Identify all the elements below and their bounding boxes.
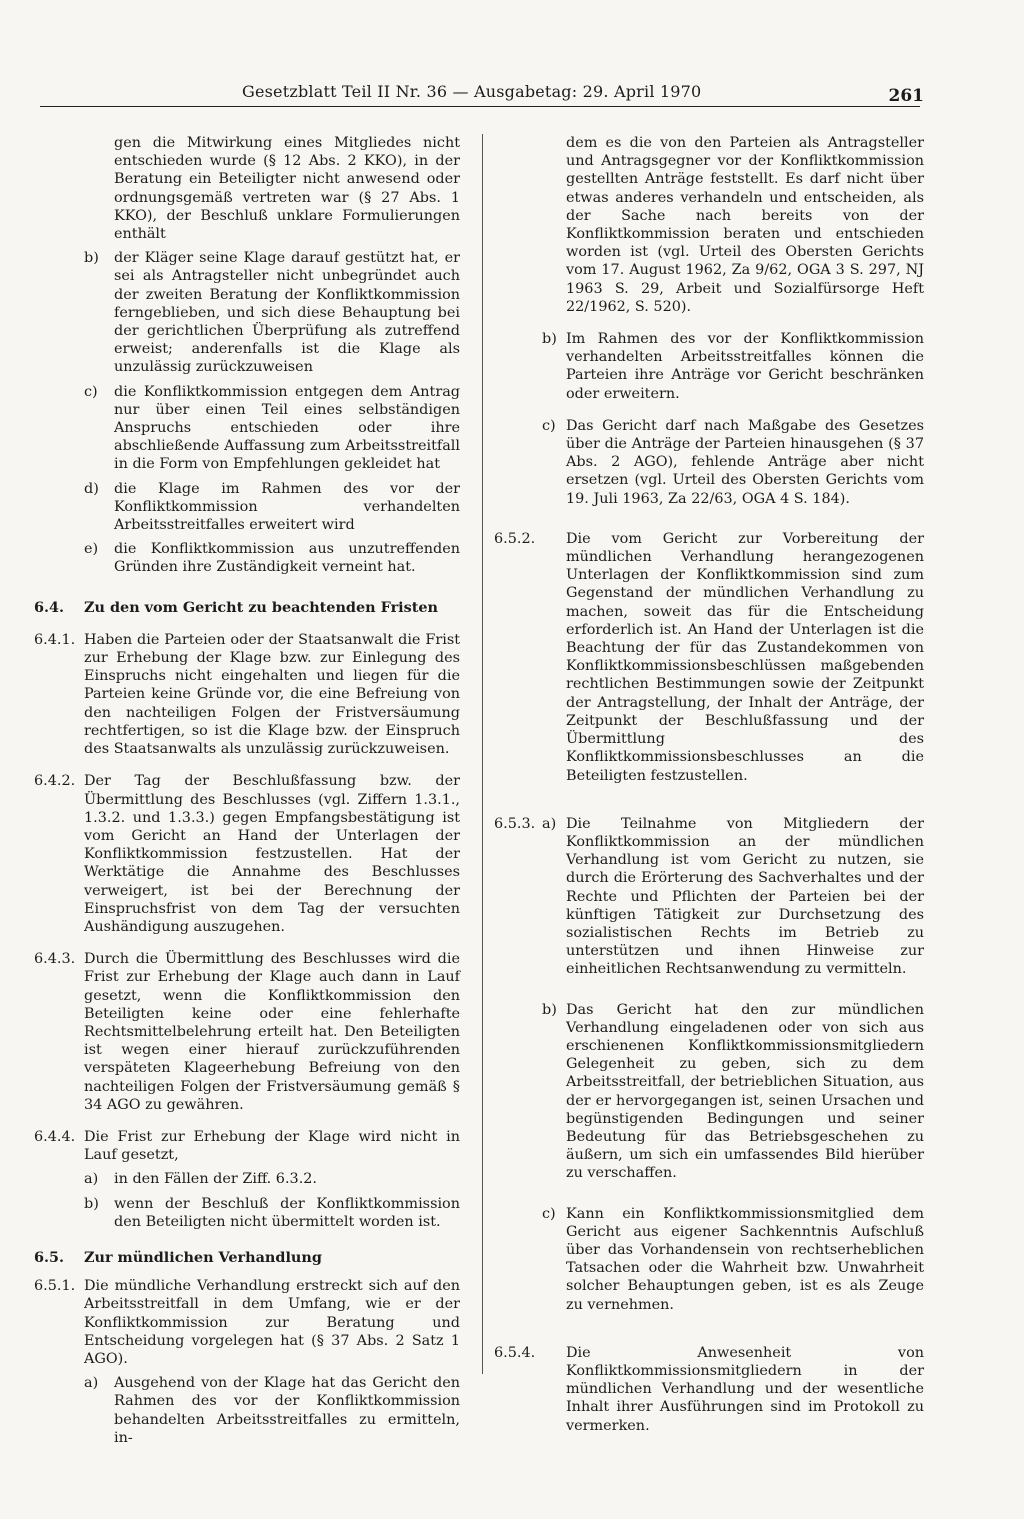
item-label: b) [84,250,99,267]
item-text: die Konfliktkommission aus unzutreffenden Gründen ihre Zuständigkeit verneint hat. [114,541,460,576]
numbered-paragraph [34,772,460,936]
item-label: b) [542,331,557,348]
section-title: Zu den vom Gericht zu beachtenden Fristen [84,598,438,616]
paragraph-text: Durch die Übermittlung des Beschlusses wird die Frist zur Erhebung der Klage auch dann in Lauf gesetzt, wenn die Konfliktkommission den Beteiligten keine oder eine fehlerhafte Rechtsmittelbelehrung erteilt hat. Den Beteiligten ist wegen einer hierauf zurückzuführenden verspäteten Klageerhebung Befreiung von den nachteiligen Folgen der Fristversäumung gemäß § 34 AGO zu gewähren. [84,951,460,1113]
list-item [34,1195,460,1231]
right-column [494,134,924,1435]
item-text: Die Teilnahme von Mitgliedern der Konfliktkommission an der mündlichen Verhandlung ist vom Gericht zu nutzen, sie durch die Erörterung des Sachverhaltes und der Rechte und Pflichten der Parteien bei der künftigen Tätigkeit zur Durchsetzung des sozialistischen Rechts im Betrieb zu unterstützen und ihnen Hinweise zur einheitlichen Rechtsanwendung zu vermitteln. [566,815,924,978]
list-item [494,815,924,979]
paragraph-number: 6.4.4. [34,1128,76,1145]
paragraph-text: Die Anwesenheit von Konfliktkommissionsmitgliedern in der mündlichen Verhandlung und der wesentliche Inhalt ihrer Ausführungen sind im Protokoll zu vermerken. [566,1344,924,1434]
list-item [34,1170,460,1188]
numbered-paragraph [34,950,460,1114]
page-number: 261 [888,86,924,106]
paragraph-number: 6.4.1. [34,631,76,648]
section-number: 6.4. [34,598,65,616]
numbered-paragraph [34,1128,460,1164]
item-label: b) [542,1001,557,1018]
paragraph-number: 6.5.4. [494,1344,536,1361]
list-item [34,540,460,576]
paragraph-text: Die vom Gericht zur Vorbereitung der mündlichen Verhandlung herangezogenen Unterlagen der Konfliktkommission sind zum Gegenstand der mündlichen Verhandlung zu machen, soweit das für die Entscheidung erforderlich ist. An Hand der Unterlagen ist die Beachtung der für das Zustandekommen von Konfliktkommissionsbeschlüssen maßgebenden rechtlichen Bestimmungen sowie der Zeitpunkt der Antragstellung, der Inhalt der Anträge, der Zeitpunkt der Beschlußfassung und der Übermittlung des Konfliktkommissionsbeschlusses an die Beteiligten festzustellen. [566,530,924,784]
list-item [494,417,924,508]
paragraph-number: 6.4.2. [34,773,76,790]
list-item [34,383,460,474]
paragraph-number: 6.5.3. [494,815,536,832]
numbered-paragraph [34,1277,460,1368]
page-header [40,82,920,107]
item-label: a) [84,1375,99,1392]
paragraph-text: Die mündliche Verhandlung erstreckt sich auf den Arbeitsstreitfall in dem Umfang, wie er der Konfliktkommission zur Beratung und Entscheidung vorgelegen hat (§ 37 Abs. 2 Satz 1 AGO). [84,1278,460,1367]
column-divider [482,134,483,1374]
paragraph-number: 6.5.2. [494,530,536,547]
list-item [34,480,460,535]
item-text: Kann ein Konfliktkommissionsmitglied dem Gericht aus eigener Sachkenntnis Aufschluß über das Vorhandensein von rechtserheblichen Tatsachen oder die Wahrheit bzw. Unwahrheit solcher Behauptungen geben, ist es als Zeuge zu vernehmen. [566,1205,924,1313]
paragraph-text: Die Frist zur Erhebung der Klage wird nicht in Lauf gesetzt, [84,1128,460,1164]
item-label: d) [84,480,99,497]
item-label: c) [542,417,556,434]
item-text: Das Gericht darf nach Maßgabe des Gesetzes über die Anträge der Parteien hinausgehen (§ 37 Abs. 2 AGO), fehlende Anträge aber nicht ersetzen (vgl. Urteil des Obersten Gerichts vom 19. Juli 1963, Za 22/63, OGA 4 S. 184). [566,417,924,507]
paragraph: gen die Mitwirkung eines Mitgliedes nicht entschieden wurde (§ 12 Abs. 2 KKO), in der Beratung ein Beteiligter nicht anwesend oder ordnungsgemäß vertreten war (§ 27 Abs. 1 KKO), der Beschluß unklare Formulierungen enthält [114,135,460,243]
item-label: b) [84,1195,99,1212]
item-label: c) [542,1205,556,1222]
list-item [34,1374,460,1447]
section-heading [34,599,460,617]
item-text: der Kläger seine Klage darauf gestützt hat, er sei als Antragsteller nicht unbegründet auch der zweiten Beratung der Konfliktkommission ferngeblieben, und sich diese Behauptung bei der gerichtlichen Überprüfung als zutreffend erweist; anderenfalls ist die Klage als unzulässig zurückzuweisen [114,250,460,376]
item-label: a) [542,815,557,832]
item-text: wenn der Beschluß der Konfliktkommission den Beteiligten nicht übermittelt worden ist. [114,1195,460,1230]
list-item [494,1205,924,1314]
paragraph-text: Haben die Parteien oder der Staatsanwalt die Frist zur Erhebung der Klage bzw. zur Einlegung des Einspruchs nicht eingehalten und liegen für die Parteien keine Gründe vor, die eine Befreiung von den nachteiligen Folgen der Fristversäumung rechtfertigen, so ist die Klage bzw. der Einspruch des Staatsanwalts als unzulässig zurückzuweisen. [84,631,460,758]
item-text: die Konfliktkommission entgegen dem Antrag nur über einen Teil eines selbständigen Anspruchs entschieden oder ihre abschließende Auffassung zum Arbeitsstreitfall in die Form von Empfehlungen gekleidet hat [114,383,460,473]
item-label: a) [84,1171,99,1188]
list-item [34,249,460,376]
item-text: in den Fällen der Ziff. 6.3.2. [114,1171,317,1188]
numbered-paragraph [494,1344,924,1435]
header-title: Gesetzblatt Teil II Nr. 36 — Ausgabetag: 29. April 1970 [242,82,702,101]
list-item [494,330,924,403]
paragraph-number: 6.4.3. [34,951,76,968]
section-heading [34,1249,460,1267]
section-number: 6.5. [34,1248,65,1266]
paragraph-text: Der Tag der Beschlußfassung bzw. der Übermittlung des Beschlusses (vgl. Ziffern 1.3.1., 1.3.2. und 1.3.3.) gegen Empfangsbestätigung ist vom Gericht an Hand der Unterlagen der Konfliktkommission festzustellen. Hat der Werktätige die Annahme des Beschlusses verweigert, ist bei der Berechnung der Einspruchsfrist von dem Tag der versuchten Aushändigung auszugehen. [84,773,460,935]
paragraph-number: 6.5.1. [34,1278,76,1295]
left-column [34,134,460,1447]
item-text: Ausgehend von der Klage hat das Gericht den Rahmen des vor der Konfliktkommission behandelten Arbeitsstreitfalles zu ermitteln, in- [114,1375,460,1446]
item-label: c) [84,383,98,400]
section-title: Zur mündlichen Verhandlung [84,1248,322,1266]
item-text: die Klage im Rahmen des vor der Konfliktkommission verhandelten Arbeitsstreitfalles erweitert wird [114,480,460,534]
numbered-paragraph [494,530,924,785]
item-label: e) [84,541,99,558]
paragraph: dem es die von den Parteien als Antragsteller und Antragsgegner vor der Konfliktkommission gestellten Anträge feststellt. Es darf nicht über etwas anderes verhandeln und entscheiden, als der Sache nach bereits von der Konfliktkommission beraten und entschieden worden ist (vgl. Urteil des Obersten Gerichts vom 17. August 1962, Za 9/62, OGA 3 S. 297, NJ 1963 S. 29, Arbeit und Sozialfürsorge Heft 22/1962, S. 520). [566,135,924,315]
item-text: Im Rahmen des vor der Konfliktkommission verhandelten Arbeitsstreitfalles können die Parteien ihre Anträge vor Gericht beschränken oder erweitern. [566,331,924,402]
numbered-paragraph [34,631,460,758]
list-item [494,1001,924,1183]
item-text: Das Gericht hat den zur mündlichen Verhandlung eingeladenen oder von sich aus erschienenen Konfliktkommissionsmitgliedern Gelegenheit zu geben, sich zu dem Arbeitsstreitfall, der betrieblichen Situation, aus der er hervorgegangen ist, seinen Ursachen und begünstigenden Bedingungen und seiner Bedeutung für das Betriebsgeschehen zu äußern, um sich ein umfassendes Bild hierüber zu verschaffen. [566,1001,924,1182]
